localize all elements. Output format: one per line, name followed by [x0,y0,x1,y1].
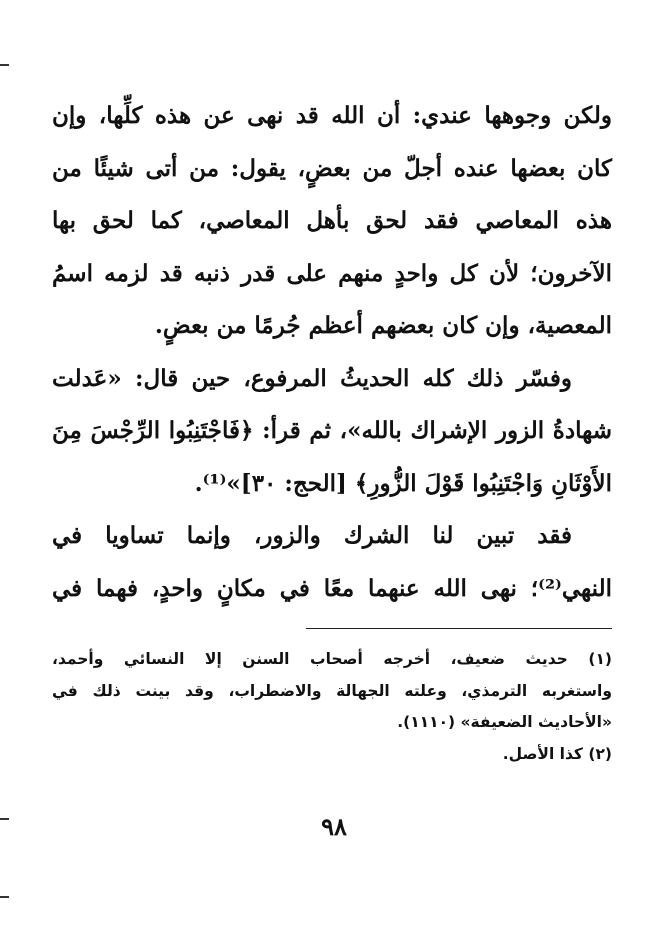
main-text [52,90,612,615]
footnote-line: «الأحاديث الضعيفة» (١١١٠). [397,713,612,731]
text-line: ولكن وجوهها عندي: أن الله قد نهى عن هذه كلِّها، وإن [52,102,612,129]
text-line: فقد تبين لنا الشرك والزور، وإنما تساويا في [52,522,572,549]
margin-mark [0,896,9,898]
footnotes [52,644,612,770]
text-line: الآخرون؛ لأن كل واحدٍ منهم على قدر ذنبه قد لزمه اسمُ [52,259,612,287]
text-line: هذه المعاصي فقد لحق بأهل المعاصي، كما لحق بها [52,207,612,234]
text-line: وفسّر ذلك كله الحديثُ المرفوع، حين قال: «عَدلت [52,364,572,392]
footnote-line: واستغربه الترمذي، وعلته الجهالة والاضطراب، وقد بينت ذلك في [52,681,612,700]
footnote-line: (٢) كذا الأصل. [502,744,612,763]
text-line: كان بعضها عنده أجلّ من بعضٍ، يقول: من أتى شيئًا من [52,154,612,182]
margin-mark [0,64,9,66]
text-line: شهادةُ الزور الإشراك بالله»، ثم قرأ: ﴿فَاجْتَنِبُوا الرِّجْسَ مِنَ [52,417,612,444]
footnote-divider [306,628,612,629]
footnote-line: (١) حديث ضعيف، أخرجه أصحاب السنن إلا النسائي وأحمد، [52,650,612,668]
text-line: النهي⁽²⁾؛ نهى الله عنهما معًا في مكانٍ واحدٍ، فهما في [52,574,612,602]
text-line: الأَوْثَانِ وَاجْتَنِبُوا قَوْلَ الزُّورِ﴾ [الحج: ٣٠]»⁽¹⁾. [194,469,612,497]
page-number: ٩٨ [321,812,347,841]
text-line: المعصية، وإن كان بعضهم أعظم جُرمًا من بعضٍ. [154,312,612,339]
